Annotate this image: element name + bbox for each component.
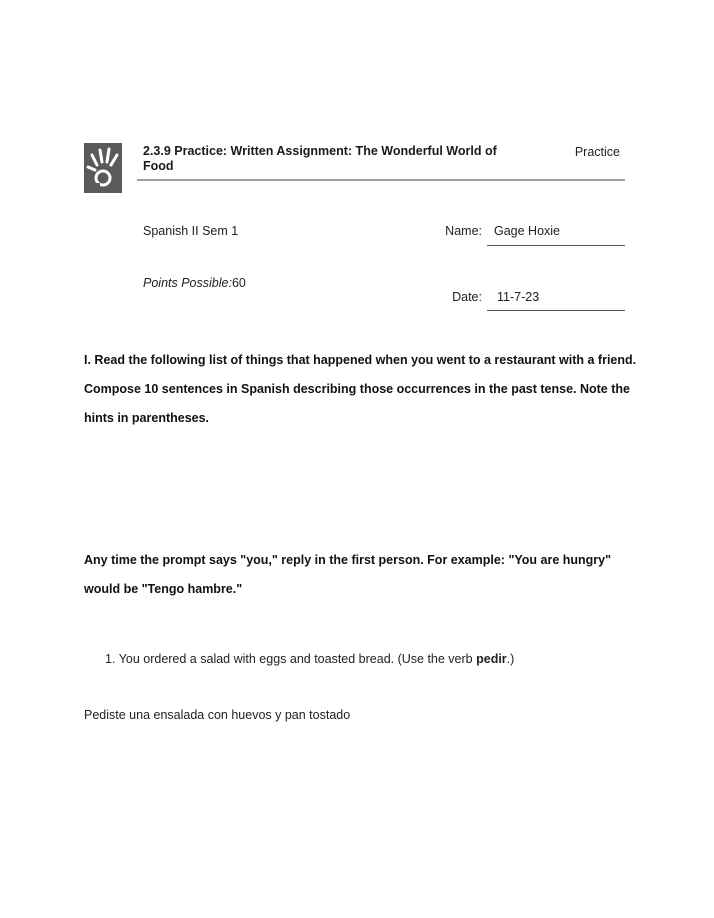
question-verb: pedir xyxy=(476,652,507,666)
header-divider xyxy=(137,179,625,181)
question-1 xyxy=(105,652,514,666)
date-underline xyxy=(487,310,625,311)
question-number: 1. xyxy=(105,652,116,666)
assignment-type-label: Practice xyxy=(574,145,620,159)
name-underline xyxy=(487,245,625,246)
course-name: Spanish II Sem 1 xyxy=(143,224,239,238)
date-label: Date: xyxy=(452,290,482,304)
points-value: 60 xyxy=(231,276,246,290)
answer-1-field[interactable]: Pediste una ensalada con huevos y pan tostado xyxy=(84,708,351,722)
points-label: Points Possible: xyxy=(143,276,232,290)
prompt-note-paragraph: Any time the prompt says "you," reply in the first person. For example: "You are hungry" would be "Tengo hambre." xyxy=(84,553,612,596)
points-possible xyxy=(143,276,246,290)
name-label: Name: xyxy=(445,224,482,238)
question-text-end: .) xyxy=(506,652,515,666)
publisher-logo-icon xyxy=(84,143,122,193)
assignment-title: 2.3.9 Practice: Written Assignment: The Wonderful World of Food xyxy=(143,144,497,173)
question-text: You ordered a salad with eggs and toasted bread. (Use the verb xyxy=(118,652,477,666)
date-field[interactable]: 11-7-23 xyxy=(497,290,540,304)
student-name-field[interactable]: Gage Hoxie xyxy=(494,224,561,238)
instructions-paragraph: I. Read the following list of things that happened when you went to a restaurant with a friend. Compose 10 sentences in Spanish describing those occurrences in the past tense. Note the hints in parentheses. xyxy=(84,353,637,425)
